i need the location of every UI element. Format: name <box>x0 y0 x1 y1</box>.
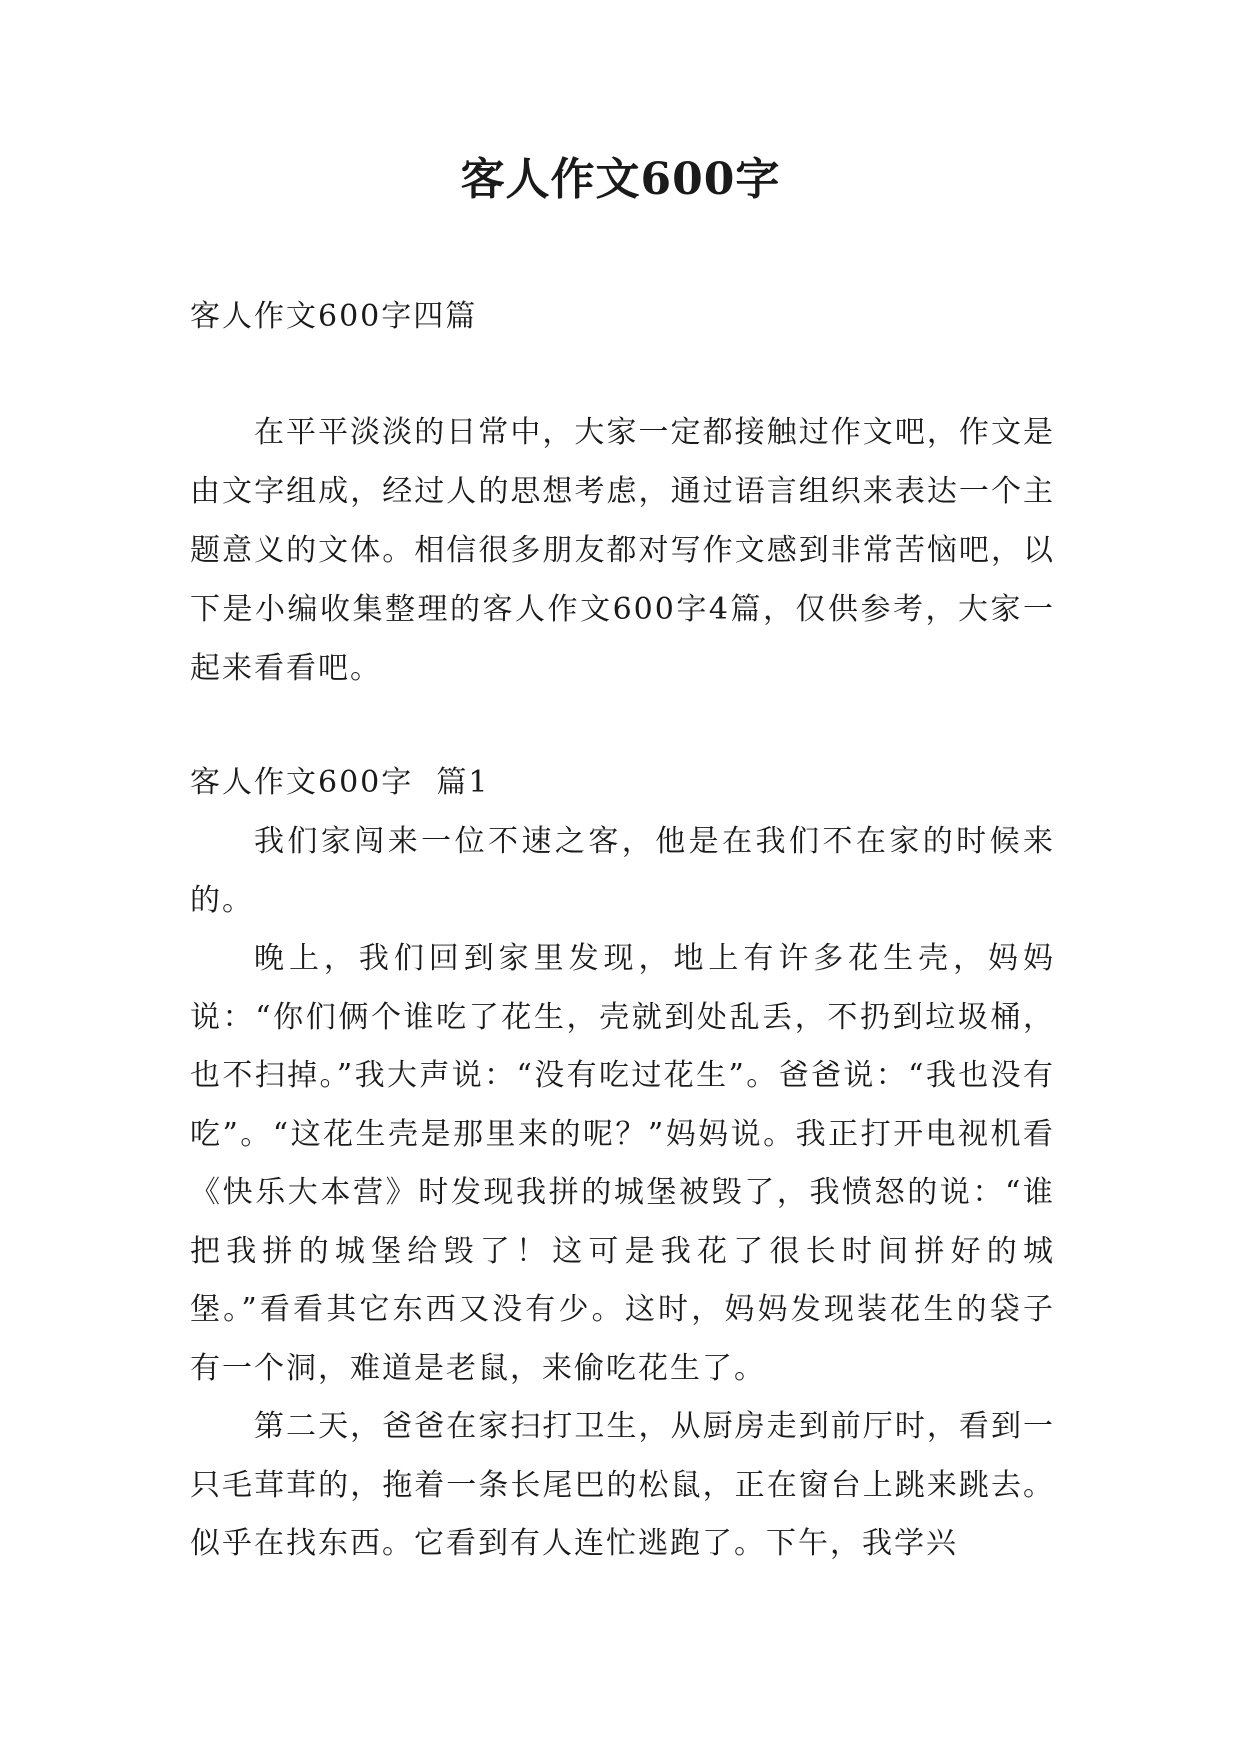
article-heading: 客人作文600字 篇1 <box>190 765 490 800</box>
article-paragraph: 我们家闯来一位不速之客，他是在我们不在家的时候来的。 <box>190 824 1055 918</box>
article-paragraph: 第二天，爸爸在家扫打卫生，从厨房走到前厅时，看到一只毛茸茸的，拖着一条长尾巴的松鼠，正在窗台上跳来跳去。似乎在找东西。它看到有人连忙逃跑了。下午，我学兴 <box>190 1409 1055 1561</box>
document-title: 客人作文600字 <box>460 154 781 205</box>
intro-paragraph: 在平平淡淡的日常中，大家一定都接触过作文吧，作文是由文字组成，经过人的思想考虑，通过语言组织来表达一个主题意义的文体。相信很多朋友都对写作文感到非常苦恼吧，以下是小编收集整理的客人作文600字4篇，仅供参考，大家一起来看看吧。 <box>190 415 1055 686</box>
article-body <box>190 813 1055 1574</box>
document-subtitle: 客人作文600字四篇 <box>190 299 478 334</box>
article-paragraph: 晚上，我们回到家里发现，地上有许多花生壳，妈妈说：“你们俩个谁吃了花生，壳就到处乱丢，不扔到垃圾桶，也不扫掉。”我大声说：“没有吃过花生”。爸爸说：“我也没有吃”。“这花生壳是那里来的呢？”妈妈说。我正打开电视机看《快乐大本营》时发现我拼的城堡被毁了，我愤怒的说：“谁把我拼的城堡给毁了！这可是我花了很长时间拼好的城堡。”看看其它东西又没有少。这时，妈妈发现装花生的袋子有一个洞，难道是老鼠，来偷吃花生了。 <box>190 941 1055 1386</box>
